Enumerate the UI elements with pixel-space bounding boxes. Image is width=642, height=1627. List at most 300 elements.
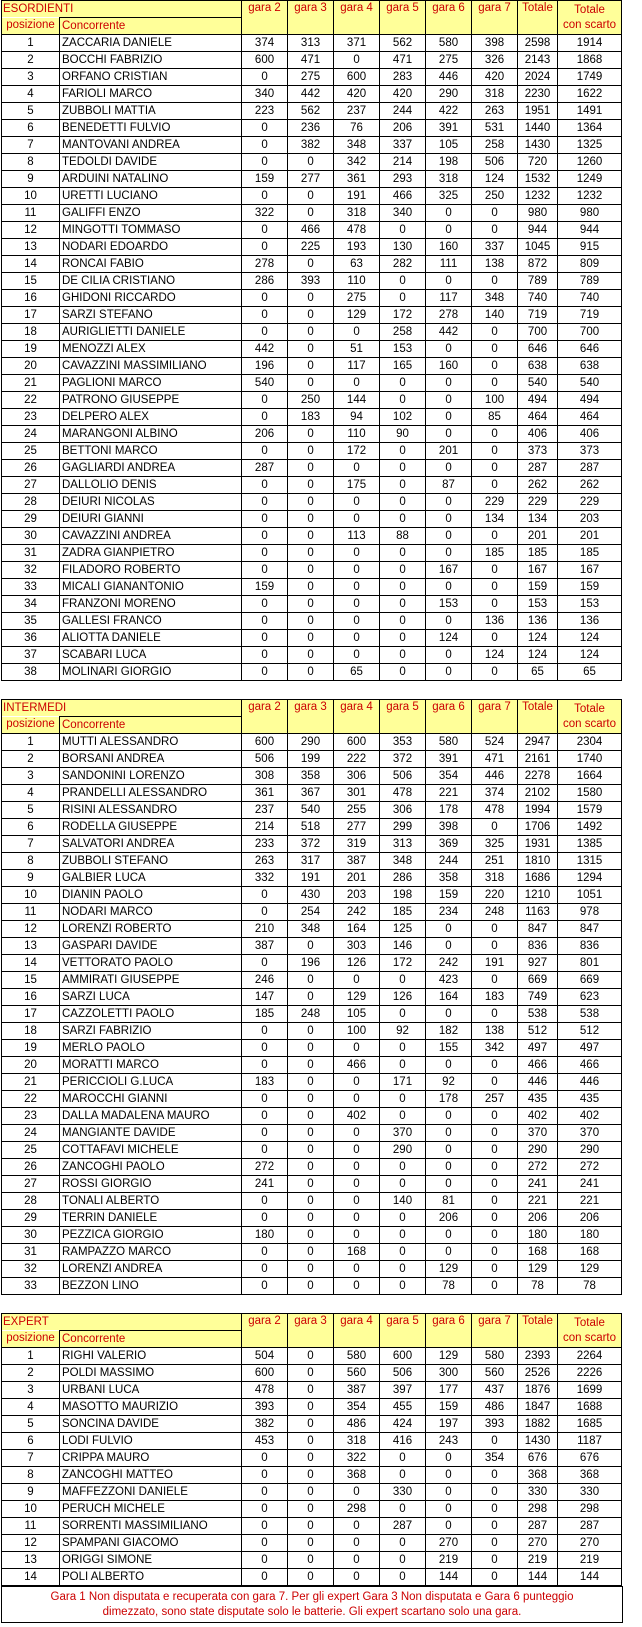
position-cell: 24	[2, 426, 60, 443]
gara2-cell: 387	[242, 938, 288, 955]
gara4-cell: 466	[334, 1057, 380, 1074]
totale-scarto-cell: 978	[558, 904, 622, 921]
name-cell: MOLINARI GIORGIO	[60, 664, 242, 681]
totale-cell: 1810	[518, 853, 558, 870]
totale-scarto-cell: 373	[558, 443, 622, 460]
gara5-cell: 0	[380, 443, 426, 460]
name-cell: TONALI ALBERTO	[60, 1193, 242, 1210]
gara5-cell: 0	[380, 613, 426, 630]
gara7-cell: 191	[472, 955, 518, 972]
gara2-cell: 0	[242, 528, 288, 545]
gara4-cell: 0	[334, 545, 380, 562]
gara3-cell: 317	[288, 853, 334, 870]
gara6-cell: 111	[426, 256, 472, 273]
totale-cell: 435	[518, 1091, 558, 1108]
name-cell: TERRIN DANIELE	[60, 1210, 242, 1227]
gara5-cell: 244	[380, 103, 426, 120]
gara4-cell: 354	[334, 1399, 380, 1416]
totale-scarto-cell: 1294	[558, 870, 622, 887]
totale-scarto-cell: 1749	[558, 69, 622, 86]
table-row	[2, 290, 622, 307]
gara3-cell: 0	[288, 1244, 334, 1261]
gara4-cell: 0	[334, 1125, 380, 1142]
table-row	[2, 341, 622, 358]
gara3-cell: 199	[288, 751, 334, 768]
gara5-cell: 282	[380, 256, 426, 273]
gara6-cell: 177	[426, 1382, 472, 1399]
gara3-cell: 367	[288, 785, 334, 802]
gara2-cell: 0	[242, 1108, 288, 1125]
gara6-cell: 155	[426, 1040, 472, 1057]
name-cell: RONCAI FABIO	[60, 256, 242, 273]
table-row	[2, 1399, 622, 1416]
totale-cell: 700	[518, 324, 558, 341]
totale-cell: 638	[518, 358, 558, 375]
gara6-cell: 0	[426, 494, 472, 511]
standings-table-expert	[1, 1313, 622, 1586]
gara7-cell: 0	[472, 1006, 518, 1023]
gara6-cell: 219	[426, 1552, 472, 1569]
table-row	[2, 734, 622, 751]
gara6-cell: 0	[426, 511, 472, 528]
gara2-cell: 159	[242, 579, 288, 596]
gara5-cell: 372	[380, 751, 426, 768]
totale-scarto-cell: 1664	[558, 768, 622, 785]
totale-cell: 153	[518, 596, 558, 613]
totale-cell: 1876	[518, 1382, 558, 1399]
gara4-cell: 0	[334, 494, 380, 511]
gara7-cell: 531	[472, 120, 518, 137]
gara3-cell: 471	[288, 52, 334, 69]
gara7-cell: 326	[472, 52, 518, 69]
gara4-cell: 117	[334, 358, 380, 375]
gara7-cell: 257	[472, 1091, 518, 1108]
gara2-cell: 214	[242, 819, 288, 836]
table-row	[2, 1450, 622, 1467]
gara4-cell: 580	[334, 1348, 380, 1365]
table-row	[2, 1023, 622, 1040]
gara2-cell: 237	[242, 802, 288, 819]
position-cell: 16	[2, 989, 60, 1006]
gara2-cell: 0	[242, 307, 288, 324]
totale-scarto-cell: 370	[558, 1125, 622, 1142]
gara6-cell: 0	[426, 664, 472, 681]
standings-table-esordienti	[1, 0, 622, 681]
totale-cell: 669	[518, 972, 558, 989]
gara5-cell: 0	[380, 511, 426, 528]
name-cell: DE CILIA CRISTIANO	[60, 273, 242, 290]
table-row	[2, 171, 622, 188]
gara3-cell: 0	[288, 579, 334, 596]
table-row	[2, 222, 622, 239]
position-cell: 1	[2, 734, 60, 751]
gara3-cell: 393	[288, 273, 334, 290]
gara2-cell: 540	[242, 375, 288, 392]
name-cell: MINGOTTI TOMMASO	[60, 222, 242, 239]
totale-cell: 221	[518, 1193, 558, 1210]
gara5-cell: 0	[380, 1450, 426, 1467]
totale-cell: 406	[518, 426, 558, 443]
table-row	[2, 1467, 622, 1484]
gara2-cell: 0	[242, 647, 288, 664]
gara5-cell: 370	[380, 1125, 426, 1142]
totale-scarto-cell: 2226	[558, 1365, 622, 1382]
gara3-cell: 0	[288, 1518, 334, 1535]
gara7-cell: 0	[472, 222, 518, 239]
gara7-cell: 248	[472, 904, 518, 921]
gara6-cell: 167	[426, 562, 472, 579]
gara4-cell: 0	[334, 579, 380, 596]
gara7-cell: 342	[472, 1040, 518, 1057]
gara4-cell: 76	[334, 120, 380, 137]
gara2-cell: 278	[242, 256, 288, 273]
gara7-cell: 0	[472, 1244, 518, 1261]
name-cell: MENOZZI ALEX	[60, 341, 242, 358]
gara4-cell: 201	[334, 870, 380, 887]
gara5-cell: 0	[380, 375, 426, 392]
gara5-cell: 0	[380, 1176, 426, 1193]
gara5-cell: 153	[380, 341, 426, 358]
name-cell: ORFANO CRISTIAN	[60, 69, 242, 86]
position-cell: 6	[2, 120, 60, 137]
position-cell: 20	[2, 358, 60, 375]
totale-scarto-cell: 136	[558, 613, 622, 630]
position-cell: 24	[2, 1125, 60, 1142]
gara5-cell: 0	[380, 647, 426, 664]
gara5-cell: 0	[380, 1227, 426, 1244]
totale-cell: 494	[518, 392, 558, 409]
gara2-cell: 0	[242, 1142, 288, 1159]
name-cell: RODELLA GIUSEPPE	[60, 819, 242, 836]
footnote	[1, 1586, 623, 1623]
totale-scarto-cell: 1260	[558, 154, 622, 171]
gara3-cell: 0	[288, 1108, 334, 1125]
gara5-cell: 290	[380, 1142, 426, 1159]
totale-scarto-cell: 719	[558, 307, 622, 324]
table-row	[2, 647, 622, 664]
totale-scarto-cell: 1579	[558, 802, 622, 819]
gara4-cell: 0	[334, 1569, 380, 1586]
name-cell: SARZI STEFANO	[60, 307, 242, 324]
column-header-gara: gara 7	[472, 1, 518, 35]
name-cell: AMMIRATI GIUSEPPE	[60, 972, 242, 989]
totale-cell: 1232	[518, 188, 558, 205]
gara4-cell: 0	[334, 1518, 380, 1535]
table-row	[2, 955, 622, 972]
totale-con-scarto-line-2: con scarto	[562, 717, 617, 730]
table-row	[2, 1501, 622, 1518]
totale-cell: 1951	[518, 103, 558, 120]
totale-cell: 2102	[518, 785, 558, 802]
gara6-cell: 0	[426, 921, 472, 938]
gara6-cell: 446	[426, 69, 472, 86]
totale-cell: 540	[518, 375, 558, 392]
table-row	[2, 86, 622, 103]
name-cell: COTTAFAVI MICHELE	[60, 1142, 242, 1159]
gara2-cell: 180	[242, 1227, 288, 1244]
gara5-cell: 0	[380, 596, 426, 613]
gara3-cell: 183	[288, 409, 334, 426]
gara5-cell: 286	[380, 870, 426, 887]
gara7-cell: 0	[472, 1193, 518, 1210]
table-row	[2, 103, 622, 120]
position-cell: 31	[2, 545, 60, 562]
totale-scarto-cell: 512	[558, 1023, 622, 1040]
position-cell: 11	[2, 904, 60, 921]
gara6-cell: 0	[426, 579, 472, 596]
totale-scarto-cell: 144	[558, 1569, 622, 1586]
totale-scarto-cell: 201	[558, 528, 622, 545]
gara5-cell: 287	[380, 1518, 426, 1535]
gara3-cell: 0	[288, 426, 334, 443]
table-row	[2, 205, 622, 222]
table-row	[2, 1125, 622, 1142]
gara3-cell: 0	[288, 1159, 334, 1176]
name-cell: BEZZON LINO	[60, 1278, 242, 1295]
gara7-cell: 0	[472, 324, 518, 341]
gara3-cell: 0	[288, 1382, 334, 1399]
totale-scarto-cell: 330	[558, 1484, 622, 1501]
gara6-cell: 0	[426, 528, 472, 545]
gara5-cell: 0	[380, 630, 426, 647]
table-row	[2, 1057, 622, 1074]
totale-cell: 262	[518, 477, 558, 494]
totale-scarto-cell: 1385	[558, 836, 622, 853]
gara6-cell: 0	[426, 938, 472, 955]
gara2-cell: 0	[242, 664, 288, 681]
position-cell: 9	[2, 870, 60, 887]
name-cell: DEIURI GIANNI	[60, 511, 242, 528]
name-cell: ZUBBOLI MATTIA	[60, 103, 242, 120]
totale-con-scarto-line-2: con scarto	[562, 1331, 617, 1344]
gara7-cell: 0	[472, 358, 518, 375]
totale-cell: 180	[518, 1227, 558, 1244]
gara7-cell: 0	[472, 630, 518, 647]
gara4-cell: 129	[334, 989, 380, 1006]
totale-scarto-cell: 206	[558, 1210, 622, 1227]
totale-scarto-cell: 1699	[558, 1382, 622, 1399]
standings-sections	[1, 0, 621, 1586]
table-row	[2, 1433, 622, 1450]
section-title: INTERMEDI	[2, 700, 242, 717]
totale-cell: 124	[518, 630, 558, 647]
gara2-cell: 0	[242, 1278, 288, 1295]
name-cell: DIANIN PAOLO	[60, 887, 242, 904]
column-header-gara: gara 5	[380, 1314, 426, 1348]
totale-cell: 538	[518, 1006, 558, 1023]
gara5-cell: 0	[380, 392, 426, 409]
gara2-cell: 506	[242, 751, 288, 768]
totale-scarto-cell: 368	[558, 1467, 622, 1484]
table-row	[2, 239, 622, 256]
gara7-cell: 374	[472, 785, 518, 802]
gara4-cell: 322	[334, 1450, 380, 1467]
gara6-cell: 160	[426, 358, 472, 375]
gara7-cell: 325	[472, 836, 518, 853]
gara6-cell: 105	[426, 137, 472, 154]
column-header-gara: gara 3	[288, 700, 334, 734]
gara7-cell: 337	[472, 239, 518, 256]
totale-scarto-cell: 944	[558, 222, 622, 239]
gara4-cell: 191	[334, 188, 380, 205]
gara3-cell: 0	[288, 1057, 334, 1074]
gara2-cell: 0	[242, 443, 288, 460]
column-header-gara: gara 6	[426, 1314, 472, 1348]
gara2-cell: 0	[242, 154, 288, 171]
gara3-cell: 442	[288, 86, 334, 103]
gara3-cell: 0	[288, 205, 334, 222]
gara2-cell: 0	[242, 188, 288, 205]
gara3-cell: 0	[288, 1261, 334, 1278]
gara7-cell: 251	[472, 853, 518, 870]
name-cell: SARZI LUCA	[60, 989, 242, 1006]
gara4-cell: 255	[334, 802, 380, 819]
gara3-cell: 562	[288, 103, 334, 120]
position-cell: 10	[2, 887, 60, 904]
table-row	[2, 120, 622, 137]
totale-cell: 466	[518, 1057, 558, 1074]
table-row	[2, 1006, 622, 1023]
position-cell: 32	[2, 562, 60, 579]
position-cell: 18	[2, 1023, 60, 1040]
table-row	[2, 1278, 622, 1295]
gara5-cell: 424	[380, 1416, 426, 1433]
table-row	[2, 887, 622, 904]
totale-scarto-cell: 1580	[558, 785, 622, 802]
footnote-line-1: Gara 1 Non disputata e recuperata con gara 7. Per gli expert Gara 3 Non disputata e Gara 6 punteggio	[50, 1591, 574, 1603]
gara6-cell: 197	[426, 1416, 472, 1433]
name-cell: SORRENTI MASSIMILIANO	[60, 1518, 242, 1535]
name-cell: URBANI LUCA	[60, 1382, 242, 1399]
section-title: EXPERT	[2, 1314, 242, 1331]
gara3-cell: 236	[288, 120, 334, 137]
name-cell: BOCCHI FABRIZIO	[60, 52, 242, 69]
table-row	[2, 630, 622, 647]
totale-scarto-cell: 540	[558, 375, 622, 392]
position-cell: 32	[2, 1261, 60, 1278]
gara5-cell: 478	[380, 785, 426, 802]
gara5-cell: 0	[380, 1501, 426, 1518]
gara4-cell: 0	[334, 324, 380, 341]
gara2-cell: 210	[242, 921, 288, 938]
gara6-cell: 144	[426, 1569, 472, 1586]
table-row	[2, 1518, 622, 1535]
gara2-cell: 600	[242, 1365, 288, 1382]
position-cell: 14	[2, 256, 60, 273]
gara4-cell: 242	[334, 904, 380, 921]
gara5-cell: 353	[380, 734, 426, 751]
totale-cell: 124	[518, 647, 558, 664]
gara7-cell: 0	[472, 273, 518, 290]
name-cell: TEDOLDI DAVIDE	[60, 154, 242, 171]
gara2-cell: 0	[242, 904, 288, 921]
gara5-cell: 214	[380, 154, 426, 171]
totale-scarto-cell: 65	[558, 664, 622, 681]
position-cell: 25	[2, 1142, 60, 1159]
gara3-cell: 0	[288, 1348, 334, 1365]
gara4-cell: 0	[334, 1142, 380, 1159]
position-cell: 1	[2, 35, 60, 52]
position-cell: 22	[2, 392, 60, 409]
gara7-cell: 0	[472, 1467, 518, 1484]
totale-cell: 229	[518, 494, 558, 511]
gara5-cell: 0	[380, 460, 426, 477]
name-cell: ZACCARIA DANIELE	[60, 35, 242, 52]
gara4-cell: 63	[334, 256, 380, 273]
gara7-cell: 0	[472, 1484, 518, 1501]
totale-scarto-cell: 203	[558, 511, 622, 528]
gara5-cell: 0	[380, 545, 426, 562]
gara2-cell: 0	[242, 409, 288, 426]
position-cell: 30	[2, 528, 60, 545]
gara7-cell: 85	[472, 409, 518, 426]
name-cell: RISINI ALESSANDRO	[60, 802, 242, 819]
name-cell: RIGHI VALERIO	[60, 1348, 242, 1365]
gara4-cell: 298	[334, 1501, 380, 1518]
gara7-cell: 134	[472, 511, 518, 528]
position-cell: 5	[2, 103, 60, 120]
gara2-cell: 340	[242, 86, 288, 103]
totale-scarto-cell: 669	[558, 972, 622, 989]
gara2-cell: 183	[242, 1074, 288, 1091]
position-cell: 3	[2, 1382, 60, 1399]
gara2-cell: 322	[242, 205, 288, 222]
totale-scarto-cell: 1051	[558, 887, 622, 904]
totale-scarto-cell: 1685	[558, 1416, 622, 1433]
position-cell: 6	[2, 819, 60, 836]
totale-scarto-cell: 623	[558, 989, 622, 1006]
gara5-cell: 206	[380, 120, 426, 137]
column-header-gara: gara 2	[242, 1, 288, 35]
totale-cell: 927	[518, 955, 558, 972]
gara6-cell: 159	[426, 887, 472, 904]
gara7-cell: 0	[472, 1552, 518, 1569]
gara6-cell: 0	[426, 1518, 472, 1535]
header-row	[2, 700, 622, 717]
table-row	[2, 511, 622, 528]
gara2-cell: 0	[242, 1091, 288, 1108]
gara6-cell: 580	[426, 734, 472, 751]
name-cell: CAZZOLETTI PAOLO	[60, 1006, 242, 1023]
gara7-cell: 0	[472, 972, 518, 989]
gara2-cell: 0	[242, 1023, 288, 1040]
position-cell: 17	[2, 307, 60, 324]
totale-cell: 720	[518, 154, 558, 171]
gara2-cell: 0	[242, 887, 288, 904]
position-cell: 23	[2, 1108, 60, 1125]
gara5-cell: 0	[380, 562, 426, 579]
table-row	[2, 69, 622, 86]
gara6-cell: 0	[426, 273, 472, 290]
gara5-cell: 330	[380, 1484, 426, 1501]
footnote-line-2: dimezzato, sono state disputate solo le batterie. Gli expert scartano solo una gara.	[102, 1606, 522, 1618]
table-row	[2, 972, 622, 989]
gara2-cell: 0	[242, 1210, 288, 1227]
table-row	[2, 1569, 622, 1586]
gara6-cell: 0	[426, 1244, 472, 1261]
gara4-cell: 560	[334, 1365, 380, 1382]
gara6-cell: 0	[426, 205, 472, 222]
totale-scarto-cell: 270	[558, 1535, 622, 1552]
column-header-totale-con-scarto	[558, 700, 622, 734]
gara3-cell: 290	[288, 734, 334, 751]
table-row	[2, 989, 622, 1006]
name-cell: ZADRA GIANPIETRO	[60, 545, 242, 562]
gara5-cell: 0	[380, 579, 426, 596]
totale-cell: 2278	[518, 768, 558, 785]
totale-cell: 129	[518, 1261, 558, 1278]
gara7-cell: 0	[472, 1535, 518, 1552]
